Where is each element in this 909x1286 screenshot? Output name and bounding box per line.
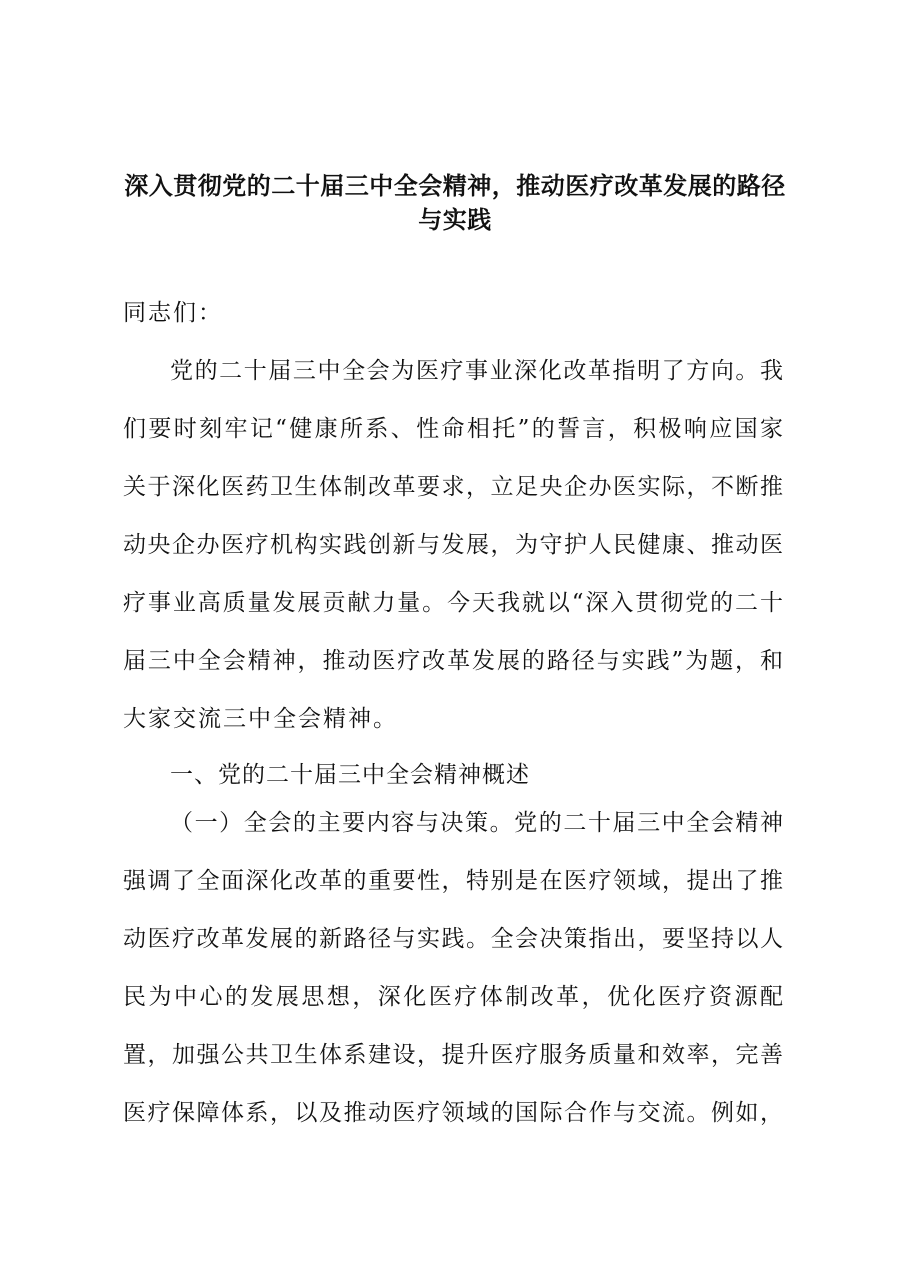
document-title-line-1: 深入贯彻党的二十届三中全会精神，推动医疗改革发展的路径 <box>124 172 786 200</box>
section-line: 动医疗改革发展的新路径与实践。全会决策指出，要坚持以人 <box>123 926 783 952</box>
intro-line: 届三中全会精神，推动医疗改革发展的路径与实践”为题，和 <box>123 648 783 674</box>
intro-line: 们要时刻牢记“健康所系、性命相托”的誓言，积极响应国家 <box>123 416 783 442</box>
document-title-line-2: 与实践 <box>418 206 492 234</box>
section-heading: 一、党的二十届三中全会精神概述 <box>170 762 530 788</box>
section-line: 医疗保障体系，以及推动医疗领域的国际合作与交流。例如， <box>123 1100 783 1126</box>
intro-line: 大家交流三中全会精神。 <box>123 706 398 732</box>
intro-line: 党的二十届三中全会为医疗事业深化改革指明了方向。我 <box>170 358 783 384</box>
section-line: 强调了全面深化改革的重要性，特别是在医疗领域，提出了推 <box>123 868 783 894</box>
section-line: 民为中心的发展思想，深化医疗体制改革，优化医疗资源配 <box>123 984 783 1010</box>
intro-line: 关于深化医药卫生体制改革要求，立足央企办医实际，不断推 <box>123 474 783 500</box>
section-line: （一）全会的主要内容与决策。党的二十届三中全会精神 <box>170 810 783 836</box>
section-line: 置，加强公共卫生体系建设，提升医疗服务质量和效率，完善 <box>123 1042 783 1068</box>
intro-line: 动央企办医疗机构实践创新与发展，为守护人民健康、推动医 <box>123 532 783 558</box>
salutation: 同志们： <box>123 300 223 326</box>
intro-line: 疗事业高质量发展贡献力量。今天我就以“深入贯彻党的二十 <box>123 590 783 616</box>
